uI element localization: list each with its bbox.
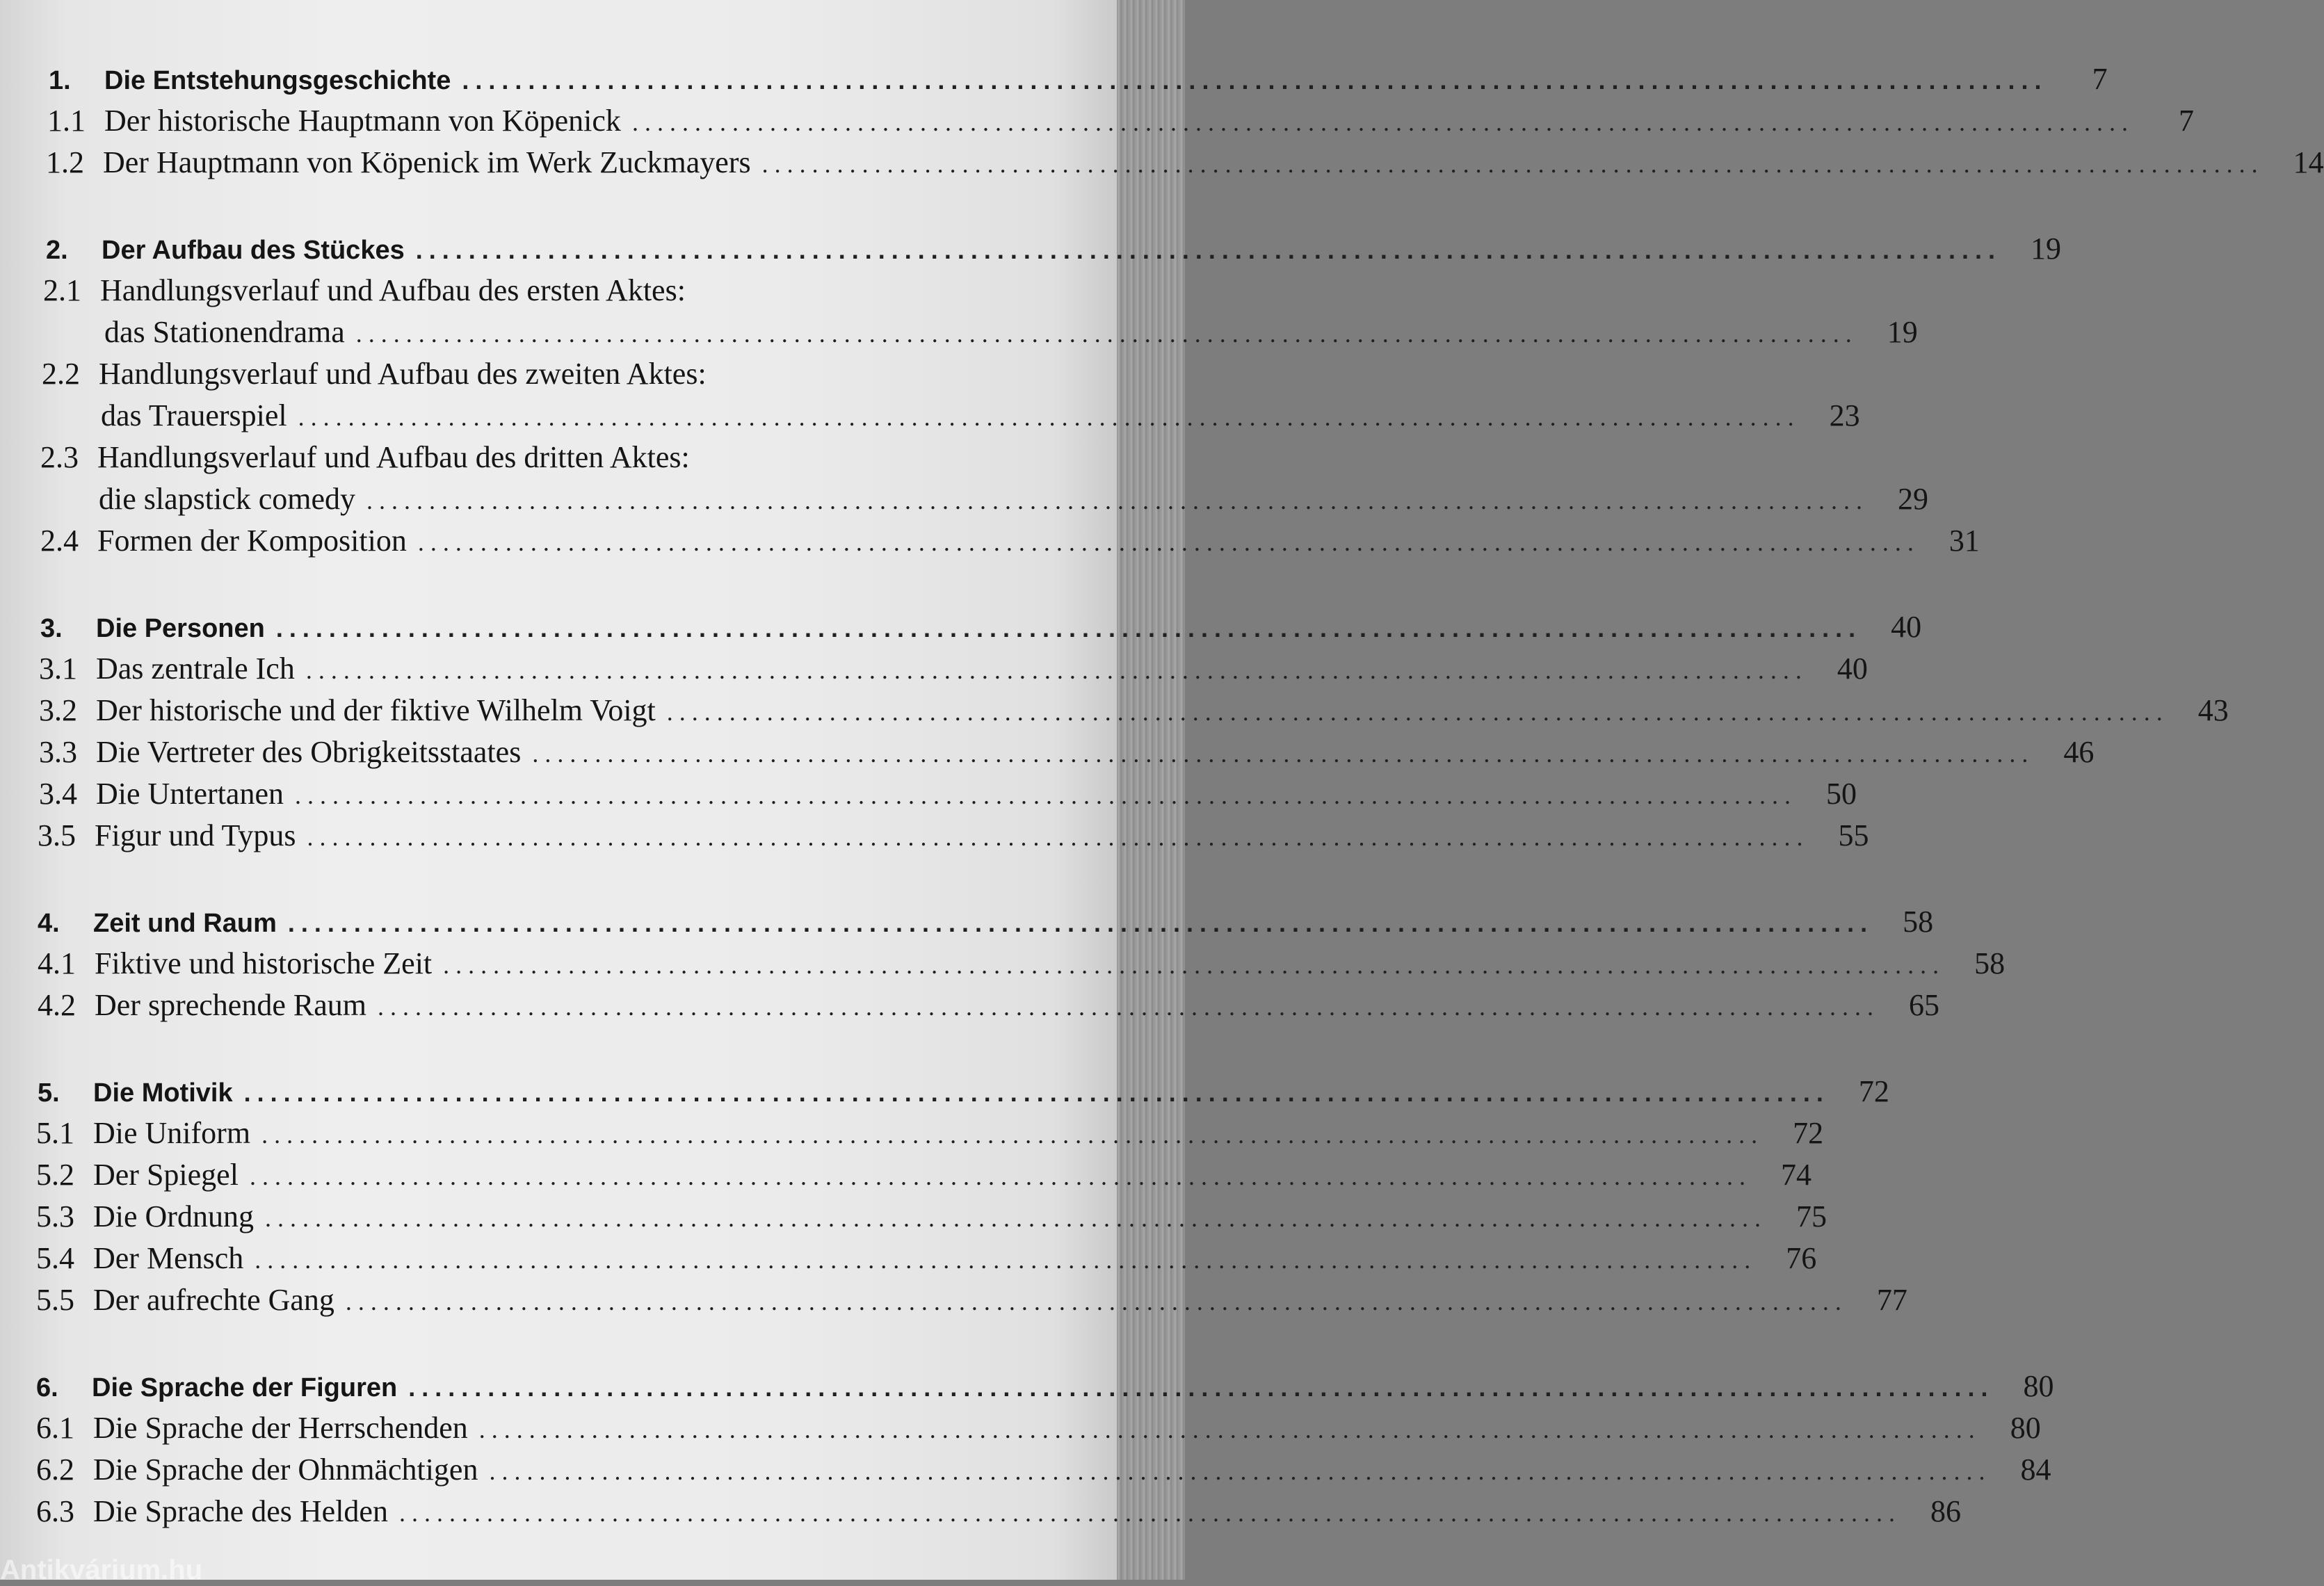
toc-chapter-row bbox=[38, 1074, 1889, 1114]
toc-section-row bbox=[36, 1410, 2041, 1450]
toc-number: 3.4 bbox=[39, 777, 77, 811]
dot-leader: ........................................................................................................................ bbox=[377, 993, 1880, 1021]
toc-number: 1.2 bbox=[46, 145, 84, 179]
toc-page-number: 19 bbox=[2030, 232, 2061, 266]
toc-title: Der sprechende Raum bbox=[95, 988, 366, 1022]
dot-leader: ........................................................................................................................ bbox=[295, 782, 1797, 809]
toc-chapter-row bbox=[46, 231, 2061, 271]
toc-title: Die Personen bbox=[96, 614, 265, 643]
toc-section-row bbox=[39, 693, 2229, 733]
toc-section-row bbox=[36, 1240, 1817, 1281]
toc-section-row bbox=[39, 651, 1868, 691]
toc-title: Die Untertanen bbox=[96, 777, 284, 811]
toc-number: 2.4 bbox=[40, 524, 79, 558]
toc-section-row bbox=[46, 145, 2324, 185]
toc-number: 2. bbox=[46, 236, 68, 265]
toc-section-row bbox=[42, 356, 946, 396]
dot-leader: ........................................................................................................................ bbox=[261, 1121, 1764, 1149]
toc-page-number: 65 bbox=[1908, 988, 1939, 1022]
toc-title: Die Ordnung bbox=[93, 1199, 254, 1233]
dot-leader: ........................................................................................................................ bbox=[398, 1499, 1901, 1527]
toc-section-row bbox=[39, 734, 2095, 775]
toc-chapter-row bbox=[36, 1368, 2054, 1409]
toc-page-number: 58 bbox=[1903, 905, 1934, 939]
toc-page-number: 76 bbox=[1786, 1241, 1817, 1275]
dot-leader: ........................................................................................................................ bbox=[532, 740, 2035, 768]
toc-number: 5.4 bbox=[36, 1241, 74, 1275]
toc-title: Die Sprache der Figuren bbox=[92, 1373, 398, 1402]
toc-title: Zeit und Raum bbox=[93, 909, 277, 938]
dot-leader: ........................................................................................................................ bbox=[366, 487, 1869, 515]
toc-number: 3.5 bbox=[38, 818, 76, 852]
toc-title: Der Aufbau des Stückes bbox=[102, 236, 405, 265]
dot-leader: ........................................................................................................................ bbox=[355, 320, 1858, 348]
toc-number: 5.5 bbox=[36, 1283, 74, 1317]
dot-leader: ........................................................................................................................ bbox=[305, 656, 1808, 684]
toc-page-number: 74 bbox=[1780, 1158, 1811, 1192]
dot-leader: ........................................................................................................................ bbox=[243, 1078, 1830, 1107]
dot-leader: ........................................................................................................................ bbox=[666, 698, 2169, 726]
toc-title: Handlungsverlauf und Aufbau des dritten Aktes: bbox=[97, 440, 690, 474]
toc-section-row bbox=[36, 1452, 2051, 1492]
toc-page-number: 72 bbox=[1858, 1074, 1889, 1108]
toc-page-number: 72 bbox=[1793, 1116, 1824, 1150]
toc-number: 3. bbox=[40, 614, 63, 643]
toc-number: 4.2 bbox=[38, 988, 76, 1022]
toc-section-row bbox=[38, 818, 1869, 858]
toc-title: Der historische und der fiktive Wilhelm Voigt bbox=[96, 693, 656, 727]
dot-leader: ........................................................................................................................ bbox=[298, 403, 1800, 431]
toc-page-number: 40 bbox=[1837, 652, 1868, 686]
dot-leader: ........................................................................................................................ bbox=[255, 1246, 1757, 1274]
dot-leader: ........................................................................................................................ bbox=[462, 66, 2048, 95]
toc-title: Formen der Komposition bbox=[97, 524, 407, 558]
toc-section-row bbox=[38, 946, 2006, 986]
toc-title: Handlungsverlauf und Aufbau des zweiten Aktes: bbox=[99, 357, 707, 391]
toc-title: das Stationendrama bbox=[104, 315, 345, 349]
toc-number: 6.3 bbox=[36, 1494, 74, 1528]
toc-page-number: 46 bbox=[2063, 735, 2095, 769]
dot-leader: ........................................................................................................................ bbox=[415, 236, 2001, 264]
toc-page-number: 58 bbox=[1974, 946, 2006, 980]
toc-page-number: 29 bbox=[1898, 482, 1929, 516]
toc-page-number: 31 bbox=[1948, 524, 1980, 558]
toc-page-number: 19 bbox=[1887, 315, 1918, 349]
toc-section-row bbox=[36, 1282, 1907, 1322]
toc-number: 6. bbox=[36, 1373, 58, 1402]
toc-section-row bbox=[36, 1199, 1827, 1239]
dot-leader: ........................................................................................................................ bbox=[631, 108, 2134, 136]
toc-section-row bbox=[101, 398, 1860, 438]
toc-title: Die Sprache der Ohnmächtigen bbox=[93, 1453, 478, 1487]
toc-number: 5. bbox=[38, 1078, 60, 1108]
toc-number: 1.1 bbox=[47, 104, 86, 138]
toc-number: 2.3 bbox=[40, 440, 79, 474]
toc-section-row bbox=[47, 103, 2194, 143]
toc-title: Die Uniform bbox=[93, 1116, 251, 1150]
toc-chapter-row bbox=[40, 609, 1922, 649]
toc-section-row bbox=[40, 523, 1980, 563]
toc-number: 2.2 bbox=[42, 357, 80, 391]
toc-number: 5.3 bbox=[36, 1199, 74, 1233]
toc-number: 3.1 bbox=[39, 652, 77, 686]
toc-page-number: 43 bbox=[2197, 693, 2229, 727]
toc-page-number: 86 bbox=[1930, 1494, 1961, 1528]
toc-page-number: 14 bbox=[2293, 145, 2324, 179]
toc-title: Das zentrale Ich bbox=[96, 652, 295, 686]
dot-leader: ........................................................................................................................ bbox=[275, 614, 1862, 642]
toc-title: Die Vertreter des Obrigkeitsstaates bbox=[96, 735, 522, 769]
toc-number: 2.1 bbox=[43, 273, 81, 307]
dot-leader: ........................................................................................................................ bbox=[287, 909, 1874, 937]
toc-title: Der aufrechte Gang bbox=[93, 1283, 334, 1317]
dot-leader: ........................................................................................................................ bbox=[345, 1288, 1848, 1316]
dot-leader: ........................................................................................................................ bbox=[307, 823, 1809, 851]
toc-title: Handlungsverlauf und Aufbau des ersten Aktes: bbox=[100, 273, 686, 307]
toc-page-number: 7 bbox=[2178, 104, 2194, 138]
toc-title: Der Hauptmann von Köpenick im Werk Zuckmayers bbox=[103, 145, 751, 179]
toc-number: 4. bbox=[38, 909, 60, 938]
toc-number: 3.2 bbox=[39, 693, 77, 727]
toc-section-row bbox=[39, 776, 1857, 816]
toc-section-row bbox=[40, 439, 946, 480]
dot-leader: ........................................................................................................................ bbox=[417, 528, 1920, 556]
toc-chapter-row bbox=[49, 61, 2108, 102]
toc-page-number: 40 bbox=[1891, 610, 1922, 644]
toc-section-row bbox=[36, 1157, 1811, 1197]
toc-title: Der Spiegel bbox=[93, 1158, 239, 1192]
toc-section-row bbox=[43, 273, 946, 313]
toc-title: das Trauerspiel bbox=[101, 398, 287, 432]
dot-leader: ........................................................................................................................ bbox=[489, 1457, 1992, 1485]
dot-leader: ........................................................................................................................ bbox=[408, 1373, 1994, 1402]
toc-number: 5.1 bbox=[36, 1116, 74, 1150]
toc-page-number: 77 bbox=[1876, 1283, 1907, 1317]
toc-page-number: 84 bbox=[2020, 1453, 2051, 1487]
toc-title: Der historische Hauptmann von Köpenick bbox=[104, 104, 621, 138]
toc-title: Die Entstehungsgeschichte bbox=[104, 66, 451, 95]
dot-leader: ........................................................................................................................ bbox=[249, 1163, 1752, 1190]
toc-title: Der Mensch bbox=[93, 1241, 244, 1275]
toc-number: 6.2 bbox=[36, 1453, 74, 1487]
toc-section-row bbox=[99, 481, 1929, 521]
toc-title: Fiktive und historische Zeit bbox=[95, 946, 433, 980]
toc-page-number: 80 bbox=[2010, 1411, 2041, 1445]
toc-section-row bbox=[36, 1115, 1824, 1156]
toc-title: Die Sprache der Herrschenden bbox=[93, 1411, 468, 1445]
toc-page-number: 23 bbox=[1829, 398, 1860, 432]
toc-title: Figur und Typus bbox=[95, 818, 296, 852]
toc-number: 5.2 bbox=[36, 1158, 74, 1192]
toc-number: 4.1 bbox=[38, 946, 76, 980]
dot-leader: ........................................................................................................................ bbox=[478, 1416, 1981, 1443]
toc-page-number: 55 bbox=[1838, 818, 1869, 852]
toc-title: die slapstick comedy bbox=[99, 482, 356, 516]
toc-number: 6.1 bbox=[36, 1411, 74, 1445]
toc-title: Die Sprache des Helden bbox=[93, 1494, 388, 1528]
toc-section-row bbox=[38, 987, 1939, 1028]
dot-leader: ........................................................................................................................ bbox=[761, 150, 2264, 178]
toc-section-row bbox=[36, 1494, 1961, 1534]
toc-page-number: 50 bbox=[1826, 777, 1857, 811]
dot-leader: ........................................................................................................................ bbox=[264, 1204, 1767, 1232]
toc-number: 3.3 bbox=[39, 735, 77, 769]
toc-title: Die Motivik bbox=[93, 1078, 233, 1108]
toc-number: 1. bbox=[49, 66, 71, 95]
toc-page-number: 7 bbox=[2092, 62, 2108, 96]
watermark: Antikvárium.hu bbox=[0, 1555, 203, 1585]
toc-chapter-row bbox=[38, 904, 1934, 944]
toc-page-number: 80 bbox=[2023, 1369, 2054, 1403]
toc-page-number: 75 bbox=[1796, 1199, 1827, 1233]
dot-leader: ........................................................................................................................ bbox=[443, 951, 1946, 979]
toc-section-row bbox=[104, 314, 1918, 355]
